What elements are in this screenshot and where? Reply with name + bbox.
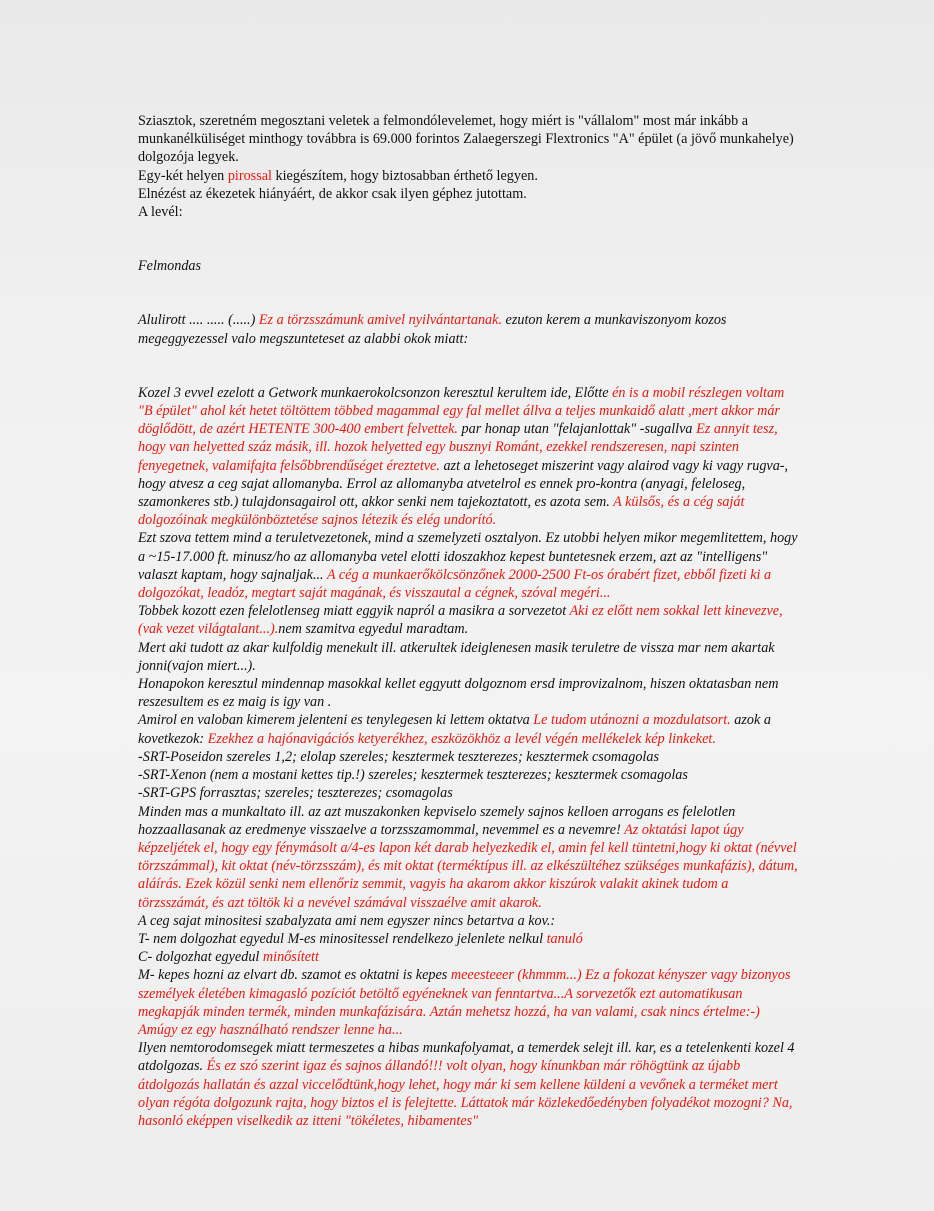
letter-text: Minden mas a munkaltato ill. az azt muszakonken kepviselo szemely sajnos kelloen arrogans es felelotlen hozzaallasanak az eredmenye visszaelve a torzsszamommal, nevemmel es a nevemre! — [138, 803, 736, 838]
red-annotation-text: És ez szó szerint igaz és sajnos állandó!!! volt olyan, hogy kínunkban már röhögtünk az újabb átdolgozás hallatán és azzal viccelődtünk,hogy lehet, hogy már ki sem kellene küldeni a vevőnek a terméket mert olyan régóta dolgozunk rajta, hogy biztos el is felejtette. Láttatok már közlekedőedényben folyadékot mozogni? Na, hasonló eképpen viselkedik az itteni "tökéletes, hibamentes" — [138, 1058, 793, 1129]
body-paragraph — [138, 930, 798, 948]
body-paragraph — [138, 966, 798, 1021]
intro-line — [138, 185, 798, 203]
letter-text: azok a kovetkezok: — [138, 712, 771, 747]
body-paragraph — [138, 602, 798, 638]
body-paragraph — [138, 948, 798, 966]
letter-text: Ezt szova tettem mind a teruletvezetonek, mind a szemelyzeti osztalyon. Ez utobbi helyen mikor megemlitettem, hogy a ~15-17.000 ft. minusz/ho az allomanyba vetel elotti idoszakhoz kepest buntetesnek erzem, azt az "intelligens" valaszt kaptam, hogy sajnaljak... — [138, 530, 798, 583]
body-paragraph — [138, 1039, 798, 1130]
letter-text: Sziasztok, szeretném megosztani veletek a felmondólevelemet, hogy miért is "vállalom" most már inkább a munkanélküliséget minthogy továbbra is 69.000 forintos Zalaegerszegi Flextronics "A" épület (a jövő munkahelye) dolgozója legyek. — [138, 113, 794, 166]
red-annotation-text: Aki ez előtt nem sokkal lett kinevezve, (vak vezet világtalant...). — [138, 603, 783, 638]
red-annotation-text: Amúgy ez egy használható rendszer lenne ha... — [138, 1021, 403, 1038]
letter-content — [138, 112, 798, 1130]
body-paragraph — [138, 529, 798, 602]
red-annotation-text: Ez a törzsszámunk amivel nyilvántartanak. — [258, 312, 502, 329]
red-annotation-text: meeesteeer (khmmm...) Ez a fokozat kényszer vagy bizonyos személyek életében kimagasló pozíciót betöltő egyéneknek van fenntartva...A sorvezetők ezt automatikusan megkapják minden termék, minden munkafázisára. Aztán mehetsz hozzá, ha van valami, csak nincs értelme:-) — [138, 967, 791, 1020]
red-annotation-text: pirossal — [227, 167, 272, 184]
letter-text: azt a lehetoseget miszerint vagy alairod vagy ki vagy rugva-, hogy atvesz a ceg sajat allomanyba. Errol az allomanyba atvetelrol es ennek pro-kontra (anyagi, feleloseg, szamonkeres stb.) tulajdonsagairol ott, akkor senki nem tajekoztatott, es azota sem. — [138, 457, 789, 511]
letter-text: Elnézést az ékezetek hiányáért, de akkor csak ilyen géphez jutottam. — [138, 185, 527, 202]
red-annotation-text: Ez annyit tesz, hogy van helyetted száz másik, ill. hozok helyetted egy busznyi Románt, ezekkel rendszeresen, napi szinten fenyegetnek, valamifajta felsőbbrendűséget éreztetve. — [138, 421, 778, 474]
intro-section — [138, 112, 798, 221]
letter-text: Amirol en valoban kimerem jelenteni es tenylegesen ki lettem oktatva — [138, 712, 534, 729]
letter-text: kiegészítem, hogy biztosabban érthető legyen. — [271, 167, 538, 184]
body-paragraph — [138, 748, 798, 766]
body-paragraph — [138, 1021, 798, 1039]
intro-line — [138, 203, 798, 221]
letter-text: T- nem dolgozhat egyedul M-es minositessel rendelkezo jelenlete nelkul — [138, 930, 547, 947]
letter-text: Alulirott .... ..... (.....) — [138, 312, 259, 329]
intro-line — [138, 112, 798, 167]
letter-text: nem szamitva egyedul maradtam. — [278, 621, 469, 638]
red-annotation-text: A külsős, és a cég saját dolgozóinak megkülönböztetése sajnos létezik és elég undorító. — [138, 494, 745, 529]
letter-text: Ilyen nemtorodomsegek miatt termeszetes a hibas munkafolyamat, a temerdek selejt ill. kar, es a tetelenkenti kozel 4 atdolgozas. — [138, 1040, 795, 1075]
letter-text: Kozel 3 evvel ezelott a Getwork munkaerokolcsonzon keresztul kerultem ide, Előtte — [138, 384, 613, 401]
red-annotation-text: Le tudom utánozni a mozdulatsort. — [533, 712, 731, 729]
red-annotation-text: én is a mobil részlegen voltam "B épület" ahol két hetet töltöttem többed magammal egy fal mellet állva a teljes munkaidő alatt ,mert akkor már döglődött, de azért HETENTE 300-400 embert felvettek. — [138, 384, 785, 438]
letter-text: C- dolgozhat egyedul — [138, 949, 263, 966]
red-annotation-text: Ezekhez a hajónavigációs ketyerékhez, eszközökhöz a levél végén mellékelek kép linkeket. — [207, 730, 716, 747]
letter-text: Egy-két helyen — [138, 167, 228, 184]
letter-text: -SRT-Xenon (nem a mostani kettes tip.!) szereles; kesztermek teszterezes; kesztermek csomagolas — [138, 767, 688, 784]
body-paragraph — [138, 384, 798, 530]
body-paragraph — [138, 675, 798, 711]
body-paragraph — [138, 766, 798, 784]
body-paragraph — [138, 803, 798, 912]
letter-opening — [138, 311, 798, 347]
letter-text: A ceg sajat minositesi szabalyzata ami nem egyszer nincs betartva a kov.: — [138, 912, 556, 929]
body-paragraph — [138, 639, 798, 675]
body-paragraph — [138, 711, 798, 747]
intro-line — [138, 167, 798, 185]
red-annotation-text: Az oktatási lapot úgy képzeljétek el, hogy egy fénymásolt a/4-es lapon két darab helyezkedik el, amin fel kell tüntetni,hogy ki oktat (névvel törzszámmal), kit oktat (név-törzsszám), és mit oktat (terméktípus ill. az elkészültéhez szükséges munkafázis), dátum, aláírás. Ezek közül senki nem ellenőriz semmit, vagyis ha akarom akkor kiszúrok valakit akinek tudom a törzsszámát, és azt töltök ki a nevével számával visszaélve amit akarok. — [138, 821, 798, 911]
letter-text: A levél: — [138, 204, 183, 221]
letter-text: -SRT-GPS forrasztas; szereles; teszterezes; csomagolas — [138, 785, 453, 802]
letter-text: M- kepes hozni az elvart db. szamot es oktatni is kepes — [138, 967, 451, 984]
letter-text: Honapokon keresztul mindennap masokkal kellet eggyutt dolgoznom ersd improvizalnom, hiszen oktatasban nem reszesultem es ez maig is igy van . — [138, 676, 779, 711]
letter-text: ezuton kerem a munkaviszonyom kozos megeggyezessel valo megszunteteset az alabbi okok miatt: — [138, 312, 727, 347]
letter-text: par honap utan "felajanlottak" -sugallva — [457, 421, 697, 438]
letter-text: Tobbek kozott ezen felelotlenseg miatt eggyik napról a masikra a sorvezetot — [138, 603, 570, 620]
red-annotation-text: tanuló — [546, 930, 583, 947]
letter-body — [138, 384, 798, 1130]
red-annotation-text: A cég a munkaerőkölcsönzőnek 2000-2500 Ft-os órabért fizet, ebből fizeti ki a dolgozókat, leadóz, megtart saját magának, és visszautal a cégnek, szóval megéri... — [138, 566, 772, 602]
letter-text: Mert aki tudott az akar kulfoldig menekult ill. atkerultek ideiglenesen masik teruletre de vissza mar nem akartak jonni(vajon miert...). — [138, 639, 775, 674]
red-annotation-text: minősített — [262, 949, 319, 966]
letter-title: Felmondas — [138, 258, 202, 275]
body-paragraph — [138, 912, 798, 930]
letter-text: -SRT-Poseidon szereles 1,2; elolap szereles; kesztermek teszterezes; kesztermek csomagolas — [138, 748, 659, 765]
body-paragraph — [138, 784, 798, 802]
